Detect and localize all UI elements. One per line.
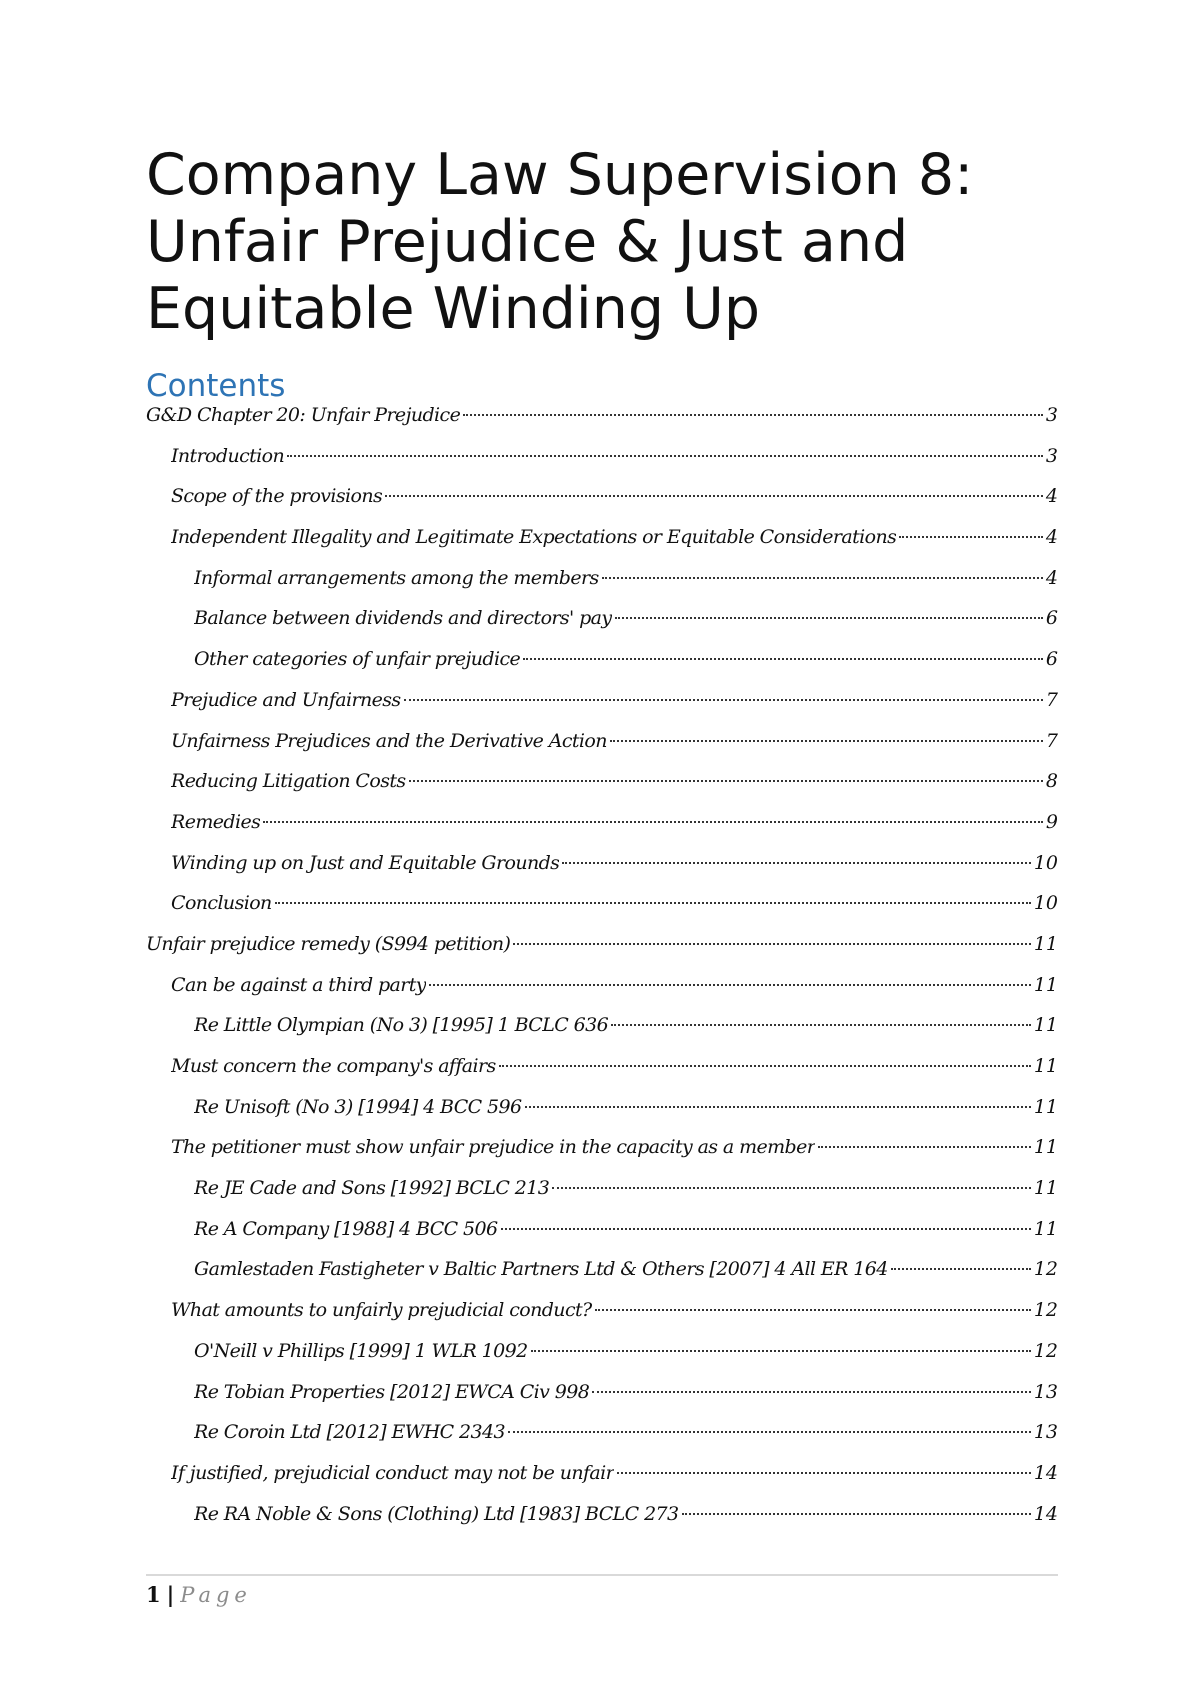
toc-entry-title: Re A Company [1988] 4 BCC 506 xyxy=(194,1217,498,1240)
toc-entry[interactable] xyxy=(146,485,1058,526)
toc-dot-leader xyxy=(592,1391,1031,1393)
toc-entry[interactable] xyxy=(146,852,1058,893)
toc-entry-title: Introduction xyxy=(171,444,285,467)
toc-entry-page-number: 11 xyxy=(1033,1136,1058,1159)
toc-dot-leader xyxy=(275,902,1031,904)
toc-entry[interactable] xyxy=(146,1258,1058,1299)
page-footer xyxy=(146,1580,252,1610)
toc-entry-title: Independent Illegality and Legitimate Expectations or Equitable Considerations xyxy=(171,526,897,549)
toc-entry-title: Must concern the company's affairs xyxy=(171,1055,496,1077)
toc-entry[interactable] xyxy=(146,1381,1058,1422)
footer-page-label: Page xyxy=(180,1583,252,1607)
toc-entry[interactable] xyxy=(146,1462,1058,1503)
toc-entry-page-number: 13 xyxy=(1033,1421,1058,1444)
toc-entry-page-number: 8 xyxy=(1045,770,1058,793)
title-line: Unfair Prejudice & Just and xyxy=(146,209,909,275)
toc-dot-leader xyxy=(595,1309,1031,1311)
toc-entry-title: If justified, prejudicial conduct may not be unfair xyxy=(171,1461,615,1484)
toc-entry-title: Re Little Olympian (No 3) [1995] 1 BCLC 636 xyxy=(194,1014,609,1037)
toc-entry-page-number: 11 xyxy=(1033,1055,1058,1077)
toc-entry[interactable] xyxy=(146,933,1058,974)
toc-entry-page-number: 9 xyxy=(1045,810,1058,833)
toc-entry-page-number: 13 xyxy=(1033,1380,1058,1403)
toc-entry-title: Unfairness Prejudices and the Derivative Action xyxy=(171,729,607,752)
toc-entry[interactable] xyxy=(146,404,1058,445)
toc-dot-leader xyxy=(899,536,1043,538)
toc-entry[interactable] xyxy=(146,567,1058,608)
toc-entry[interactable] xyxy=(146,1055,1058,1096)
toc-entry-page-number: 3 xyxy=(1045,404,1058,426)
toc-entry-title: Unfair prejudice remedy (S994 petition) xyxy=(146,932,511,955)
toc-entry-page-number: 14 xyxy=(1033,1502,1058,1525)
toc-dot-leader xyxy=(611,1024,1031,1026)
toc-dot-leader xyxy=(531,1350,1031,1352)
toc-dot-leader xyxy=(263,821,1043,823)
toc-entry-page-number: 4 xyxy=(1045,526,1058,549)
toc-entry[interactable] xyxy=(146,1096,1058,1137)
toc-entry-title: Re Tobian Properties [2012] EWCA Civ 998 xyxy=(194,1380,590,1403)
toc-entry-page-number: 12 xyxy=(1033,1258,1058,1281)
toc-entry-page-number: 6 xyxy=(1045,607,1058,630)
table-of-contents xyxy=(146,404,1058,1543)
footer-page-number: 1 xyxy=(146,1582,161,1607)
toc-entry[interactable] xyxy=(146,1177,1058,1218)
toc-entry-title: Can be against a third party xyxy=(171,973,426,996)
toc-dot-leader xyxy=(891,1268,1031,1270)
toc-entry-title: O'Neill v Phillips [1999] 1 WLR 1092 xyxy=(194,1339,528,1362)
toc-dot-leader xyxy=(617,1472,1031,1474)
toc-dot-leader xyxy=(562,862,1031,864)
toc-dot-leader xyxy=(552,1187,1031,1189)
toc-dot-leader xyxy=(429,984,1031,986)
toc-entry[interactable] xyxy=(146,1503,1058,1544)
toc-entry-page-number: 14 xyxy=(1033,1461,1058,1484)
title-line: Equitable Winding Up xyxy=(146,276,761,342)
toc-entry[interactable] xyxy=(146,1218,1058,1259)
contents-heading: Contents xyxy=(146,368,286,404)
toc-entry[interactable] xyxy=(146,1014,1058,1055)
toc-entry[interactable] xyxy=(146,1340,1058,1381)
toc-dot-leader xyxy=(287,455,1043,457)
toc-dot-leader xyxy=(499,1065,1031,1067)
toc-entry-page-number: 11 xyxy=(1033,1095,1058,1118)
toc-entry[interactable] xyxy=(146,1136,1058,1177)
toc-entry-page-number: 11 xyxy=(1033,973,1058,996)
toc-dot-leader xyxy=(610,740,1043,742)
toc-entry-title: The petitioner must show unfair prejudice in the capacity as a member xyxy=(171,1136,816,1159)
toc-entry-title: What amounts to unfairly prejudicial conduct? xyxy=(171,1299,592,1322)
toc-entry-title: Reducing Litigation Costs xyxy=(171,770,406,793)
toc-dot-leader xyxy=(615,617,1043,619)
toc-entry[interactable] xyxy=(146,607,1058,648)
toc-entry[interactable] xyxy=(146,689,1058,730)
toc-entry-title: Other categories of unfair prejudice xyxy=(194,648,521,671)
toc-entry-page-number: 11 xyxy=(1033,1177,1058,1200)
toc-dot-leader xyxy=(525,1106,1031,1108)
toc-entry-page-number: 7 xyxy=(1045,729,1058,752)
toc-dot-leader xyxy=(523,658,1043,660)
toc-entry-page-number: 4 xyxy=(1045,485,1058,508)
toc-entry-page-number: 12 xyxy=(1033,1339,1058,1362)
toc-entry-title: G&D Chapter 20: Unfair Prejudice xyxy=(146,404,461,426)
toc-entry-page-number: 6 xyxy=(1045,648,1058,671)
toc-entry-page-number: 7 xyxy=(1045,688,1058,711)
toc-entry-title: Balance between dividends and directors' pay xyxy=(194,607,612,630)
toc-entry[interactable] xyxy=(146,1421,1058,1462)
toc-entry-page-number: 10 xyxy=(1033,892,1058,915)
toc-entry[interactable] xyxy=(146,730,1058,771)
toc-entry-title: Scope of the provisions xyxy=(171,485,383,508)
toc-entry-title: Re Coroin Ltd [2012] EWHC 2343 xyxy=(194,1421,506,1444)
toc-entry-title: Informal arrangements among the members xyxy=(194,566,599,589)
toc-entry[interactable] xyxy=(146,974,1058,1015)
toc-entry-title: Re JE Cade and Sons [1992] BCLC 213 xyxy=(194,1177,550,1200)
toc-entry-title: Re RA Noble & Sons (Clothing) Ltd [1983] BCLC 273 xyxy=(194,1502,679,1525)
footer-divider xyxy=(146,1574,1058,1576)
toc-entry[interactable] xyxy=(146,1299,1058,1340)
footer-separator: | xyxy=(166,1582,175,1607)
toc-entry[interactable] xyxy=(146,892,1058,933)
toc-entry-title: Re Unisoft (No 3) [1994] 4 BCC 596 xyxy=(194,1095,522,1118)
toc-entry-title: Conclusion xyxy=(171,892,272,915)
toc-dot-leader xyxy=(508,1431,1031,1433)
document-title xyxy=(146,142,1076,343)
toc-entry-page-number: 12 xyxy=(1033,1299,1058,1322)
toc-dot-leader xyxy=(818,1146,1031,1148)
toc-dot-leader xyxy=(385,495,1043,497)
toc-dot-leader xyxy=(513,943,1030,945)
toc-dot-leader xyxy=(602,577,1043,579)
toc-entry[interactable] xyxy=(146,770,1058,811)
toc-entry-title: Prejudice and Unfairness xyxy=(171,688,401,711)
toc-dot-leader xyxy=(682,1513,1031,1515)
toc-entry-title: Remedies xyxy=(171,810,261,833)
toc-entry-page-number: 11 xyxy=(1033,932,1058,955)
toc-entry[interactable] xyxy=(146,445,1058,486)
toc-entry-page-number: 10 xyxy=(1033,851,1058,874)
toc-entry-title: Winding up on Just and Equitable Grounds xyxy=(171,851,560,874)
toc-dot-leader xyxy=(501,1228,1031,1230)
toc-entry-page-number: 4 xyxy=(1045,566,1058,589)
toc-entry[interactable] xyxy=(146,526,1058,567)
toc-entry[interactable] xyxy=(146,811,1058,852)
toc-dot-leader xyxy=(463,414,1043,416)
toc-entry-page-number: 11 xyxy=(1033,1014,1058,1037)
toc-entry-title: Gamlestaden Fastigheter v Baltic Partners Ltd & Others [2007] 4 All ER 164 xyxy=(194,1258,888,1281)
toc-dot-leader xyxy=(404,699,1043,701)
toc-entry-page-number: 11 xyxy=(1033,1217,1058,1240)
toc-dot-leader xyxy=(409,780,1043,782)
title-line: Company Law Supervision 8: xyxy=(146,142,974,208)
toc-entry-page-number: 3 xyxy=(1045,444,1058,467)
toc-entry[interactable] xyxy=(146,648,1058,689)
